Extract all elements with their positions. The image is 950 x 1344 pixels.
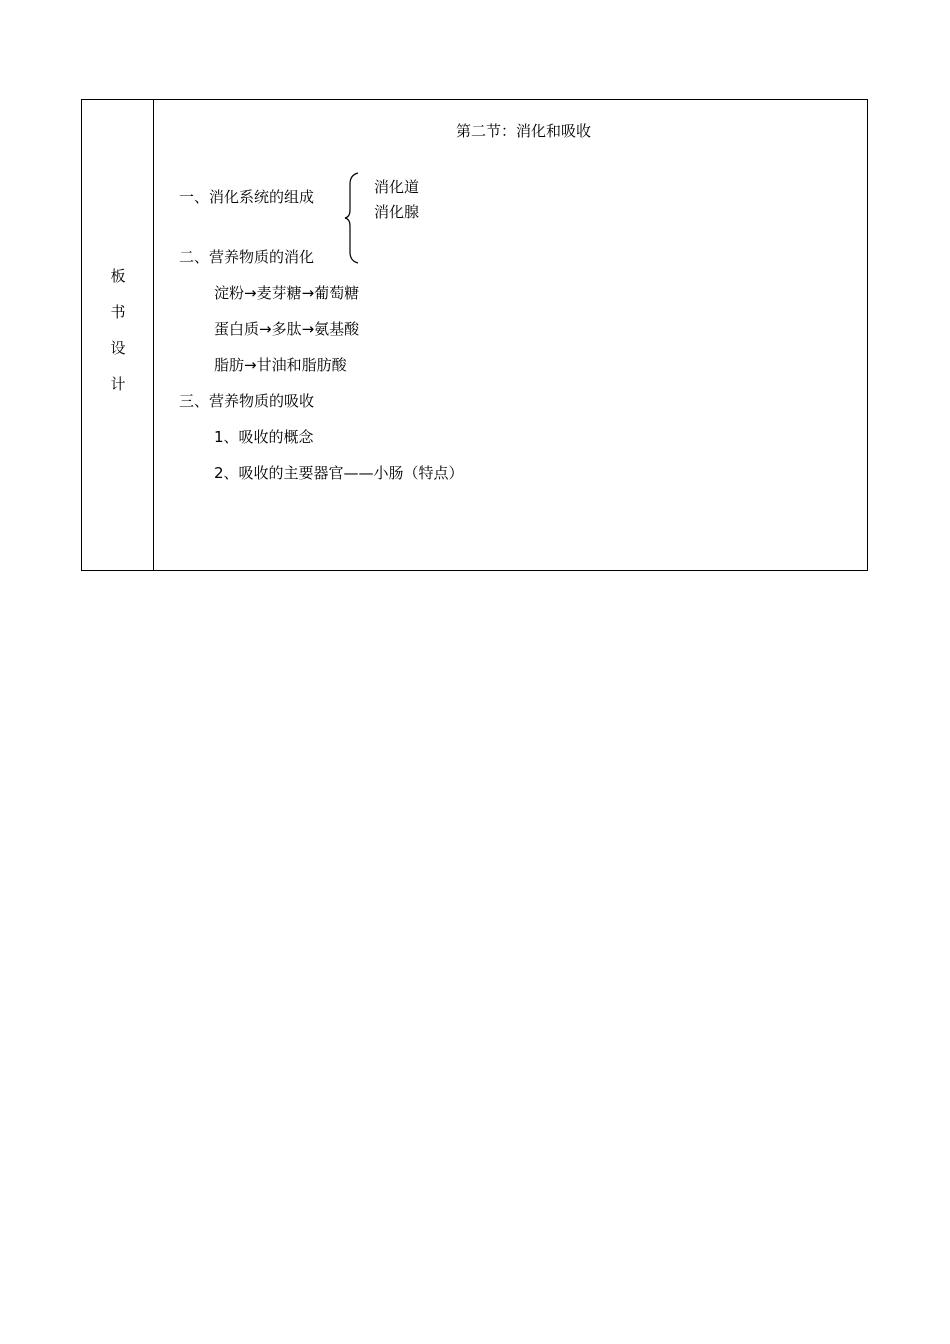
curly-brace-icon (344, 172, 364, 264)
part2-line: 淀粉→麦芽糖→葡萄糖 (214, 284, 360, 302)
part1-item: 消化道 (374, 178, 420, 196)
part1-heading: 一、消化系统的组成 (179, 188, 315, 206)
page-title: 第二节：消化和吸收 (456, 122, 592, 140)
section-label-char: 计 (110, 375, 126, 393)
part2-line: 蛋白质→多肽→氨基酸 (214, 320, 360, 338)
section-label-char: 书 (110, 303, 126, 321)
part2-heading: 二、营养物质的消化 (179, 248, 315, 266)
part2-line: 脂肪→甘油和脂肪酸 (214, 356, 347, 374)
board-design-table (81, 99, 868, 571)
part3-line: 1、吸收的概念 (214, 428, 314, 446)
section-label-column (82, 100, 154, 570)
part1-item: 消化腺 (374, 203, 420, 221)
part3-heading: 三、营养物质的吸收 (179, 392, 315, 410)
section-label-char: 设 (110, 339, 126, 357)
section-label-char: 板 (110, 267, 126, 285)
board-content (154, 100, 867, 570)
part3-line: 2、吸收的主要器官——小肠（特点） (214, 464, 464, 482)
